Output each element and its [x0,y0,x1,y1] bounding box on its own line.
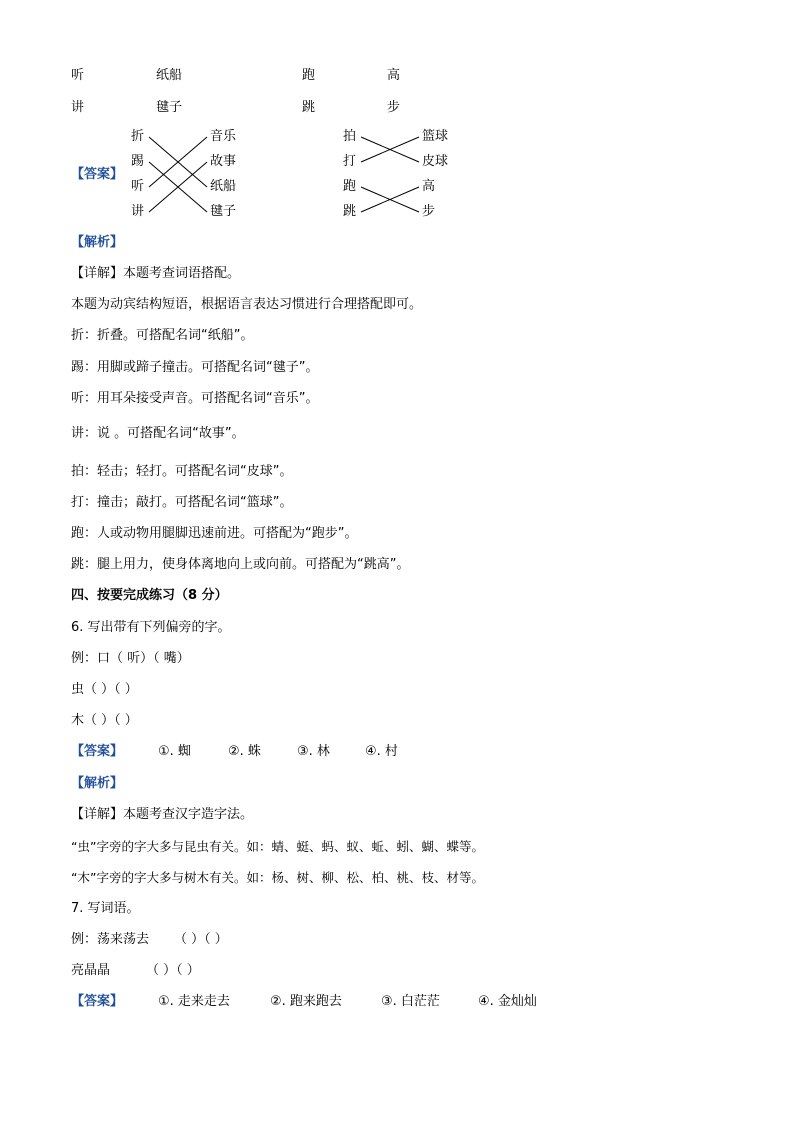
match-left-noun-4: 毽子 [210,204,237,219]
match-right-verb-3: 跑 [343,179,357,194]
q7-answer-3: ③. 白茫茫 [381,994,440,1009]
match-left-verb-2: 踢 [131,154,145,169]
section-4-title: 四、按要完成练习（8 分） [71,588,228,603]
q6-note-wood: “木”字旁的字大多与树木有关。如：杨、树、柳、松、柏、桃、枝、材等。 [71,870,484,885]
match-left-verb-1: 折 [131,129,145,144]
q7-answer-1: ①. 走来走去 [158,994,230,1009]
q7-row-blanks: （ ）（ ） [146,963,200,978]
detail-line-7: 拍：轻击；轻打。可搭配名词“皮球”。 [71,464,293,479]
answer-label-2: 【答案】 [71,744,124,759]
q6-example: 例：口（ 听）（ 嘴） [71,651,190,666]
match-right-verb-2: 打 [343,154,357,169]
q6-title: 6. 写出带有下列偏旁的字。 [71,620,231,635]
detail-line-3: 折：折叠。可搭配名词“纸船”。 [71,328,254,343]
match-right-verb-1: 拍 [343,129,357,144]
q6-row-wood: 木（ ）（ ） [71,713,138,728]
match-left-noun-1: 音乐 [210,129,237,144]
detail-line-2: 本题为动宾结构短语，根据语言表达习惯进行合理搭配即可。 [71,297,423,312]
match-right-verb-4: 跳 [343,204,357,219]
match-right-noun-1: 篮球 [422,129,449,144]
detail-line-8: 打：撞击；敲打。可搭配名词“篮球”。 [71,495,293,510]
detail-line-9: 跑：人或动物用腿脚迅速前进。可搭配为“跑步”。 [71,526,358,541]
q7-example-word: 例：荡来荡去 [71,932,150,947]
match-left-verb-3: 听 [131,179,145,194]
top-row2-word1: 讲 [71,100,85,115]
analysis-label-2: 【解析】 [71,776,124,791]
q7-example-blanks: （ ）（ ） [174,932,228,947]
q7-row-word: 亮晶晶 [71,963,111,978]
detail-line-4: 踢：用脚或蹄子撞击。可搭配名词“毽子”。 [71,360,319,375]
detail-line-10: 跳：腿上用力，使身体离地向上或向前。可搭配为“跳高”。 [71,557,410,572]
q7-answer-2: ②. 跑来跑去 [270,994,342,1009]
detail-line-6: 讲：说 。可搭配名词“故事”。 [71,426,245,441]
top-row2-word3: 跳 [302,100,316,115]
q6-note-insect: “虫”字旁的字大多与昆虫有关。如：蜻、蜓、蚂、蚁、蚯、蚓、蝴、蝶等。 [71,839,484,854]
detail-line-1: 【详解】本题考查词语搭配。 [71,266,241,281]
q7-answer-4: ④. 金灿灿 [478,994,537,1009]
match-left-verb-4: 讲 [131,204,145,219]
top-row1-word2: 纸船 [156,68,183,83]
answer-label-3: 【答案】 [71,994,124,1009]
detail-line-5: 听：用耳朵接受声音。可搭配名词“音乐”。 [71,391,319,406]
top-row2-word4: 步 [387,100,401,115]
top-row1-word4: 高 [387,68,401,83]
q6-answer-3: ③. 林 [297,744,330,759]
top-row1-word3: 跑 [302,68,316,83]
match-left-noun-2: 故事 [210,154,237,169]
q7-title: 7. 写词语。 [71,901,140,916]
top-row1-word1: 听 [71,68,85,83]
answer-label-1: 【答案】 [71,167,124,182]
match-left-noun-3: 纸船 [210,179,237,194]
match-right-noun-2: 皮球 [422,154,449,169]
q6-detail: 【详解】本题考查汉字造字法。 [71,807,254,822]
top-row2-word2: 毽子 [156,100,183,115]
q6-row-insect: 虫（ ）（ ） [71,682,138,697]
analysis-label-1: 【解析】 [71,235,124,250]
q6-answer-2: ②. 蛛 [228,744,261,759]
match-right-noun-3: 高 [422,179,436,194]
q6-answer-4: ④. 村 [365,744,398,759]
q6-answer-1: ①. 蜘 [158,744,191,759]
match-right-noun-4: 步 [422,204,436,219]
